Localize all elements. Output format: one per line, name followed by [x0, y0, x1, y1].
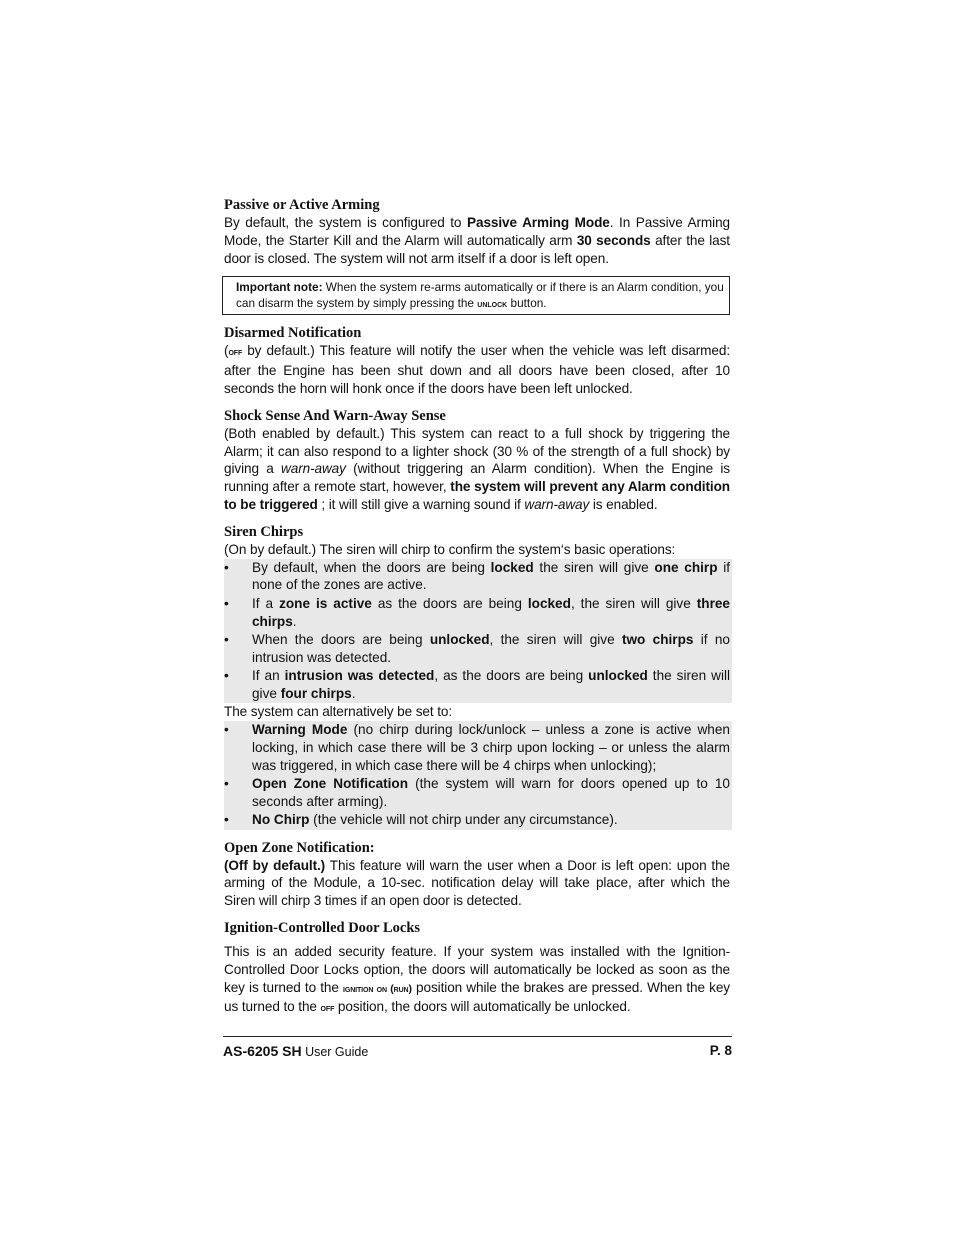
bullet-icon: •	[224, 722, 229, 738]
bullet-icon: •	[224, 595, 229, 611]
section-heading-disarmed-notification: Disarmed Notification	[224, 325, 362, 342]
footer-title: AS-6205 SH User Guide	[223, 1043, 369, 1059]
page-footer	[223, 1036, 732, 1059]
disarmed-notification-paragraph: (off by default.) This feature will notify the user when the vehicle was left disarmed: after the Engine has been shut down and all doors have been closed, after 10 seconds the horn will honk once if the doors have been left unlocked.	[224, 343, 730, 396]
list-item: • If a zone is active as the doors are being locked, the siren will give three chirps.	[224, 595, 730, 629]
open-zone-paragraph: (Off by default.) This feature will warn the user when a Door is left open: upon the arming of the Module, a 10-sec. notification delay will take place, after which the Siren will chirp 3 times if an open door is detected.	[224, 857, 731, 909]
ignition-locks-paragraph: This is an added security feature. If your system was installed with the Ignition-Controlled Door Locks option, the doors will automatically be locked as soon as the key is turned to the ignition on (run) position while the brakes are pressed. When the key us turned to the off position, the doors will automatically be unlocked.	[224, 944, 730, 1015]
list-item: • If an intrusion was detected, as the doors are being unlocked the siren will give four chirps.	[224, 668, 730, 701]
bullet-icon: •	[224, 776, 229, 792]
passive-arming-paragraph: By default, the system is configured to Passive Arming Mode. In Passive Arming Mode, the Starter Kill and the Alarm will automatically arm 30 seconds after the last door is closed. The system will not arm itself if a door is left open.	[224, 215, 730, 266]
bullet-icon: •	[224, 631, 229, 647]
section-heading-open-zone: Open Zone Notification:	[224, 839, 375, 856]
important-note-box: Important note: When the system re-arms automatically or if there is an Alarm condition, you can disarm the system by simply pressing the unlock button.	[222, 276, 730, 315]
list-item: • Open Zone Notification (the system will warn for doors opened up to 10 seconds after arming).	[224, 776, 730, 809]
alternative-modes-intro: The system can alternatively be set to:	[224, 704, 453, 720]
section-heading-shock-sense: Shock Sense And Warn-Away Sense	[224, 407, 446, 424]
shock-sense-paragraph: (Both enabled by default.) This system can react to a full shock by triggering the Alarm; it can also respond to a lighter shock (30 % of the strength of a full shock) by giving a warn-away (without triggering an Alarm condition). When the Engine is running after a remote start, however, the system will prevent any Alarm condition to be triggered ; it will still give a warning sound if warn-away is enabled.	[224, 425, 730, 512]
list-item: • Warning Mode (no chirp during lock/unlock – unless a zone is active when locking, in which case there will be 3 chirp upon locking – or unless the alarm was triggered, in which case there will be 4 chirps when unlocking);	[224, 722, 730, 773]
bullet-icon: •	[224, 812, 229, 828]
section-heading-passive-arming: Passive or Active Arming	[224, 197, 380, 213]
section-heading-siren-chirps: Siren Chirps	[224, 523, 304, 540]
page-number: P. 8	[709, 1043, 732, 1058]
page-content	[224, 196, 730, 1018]
siren-chirps-list	[224, 559, 732, 704]
bullet-icon: •	[224, 559, 229, 575]
important-note-label: Important note:	[236, 280, 323, 295]
list-item: • When the doors are being unlocked, the siren will give two chirps if no intrusion was detected.	[224, 631, 730, 665]
bullet-icon: •	[224, 668, 229, 684]
list-item: • No Chirp (the vehicle will not chirp under any circumstance).	[224, 812, 618, 828]
siren-chirps-intro: (On by default.) The siren will chirp to confirm the system‘s basic operations:	[224, 541, 676, 557]
section-heading-ignition-locks: Ignition-Controlled Door Locks	[224, 920, 421, 937]
alternative-modes-list	[224, 721, 732, 830]
unlock-key-label: unlock	[477, 298, 508, 311]
list-item: • By default, when the doors are being locked the siren will give one chirp if none of the zones are active.	[224, 559, 731, 593]
